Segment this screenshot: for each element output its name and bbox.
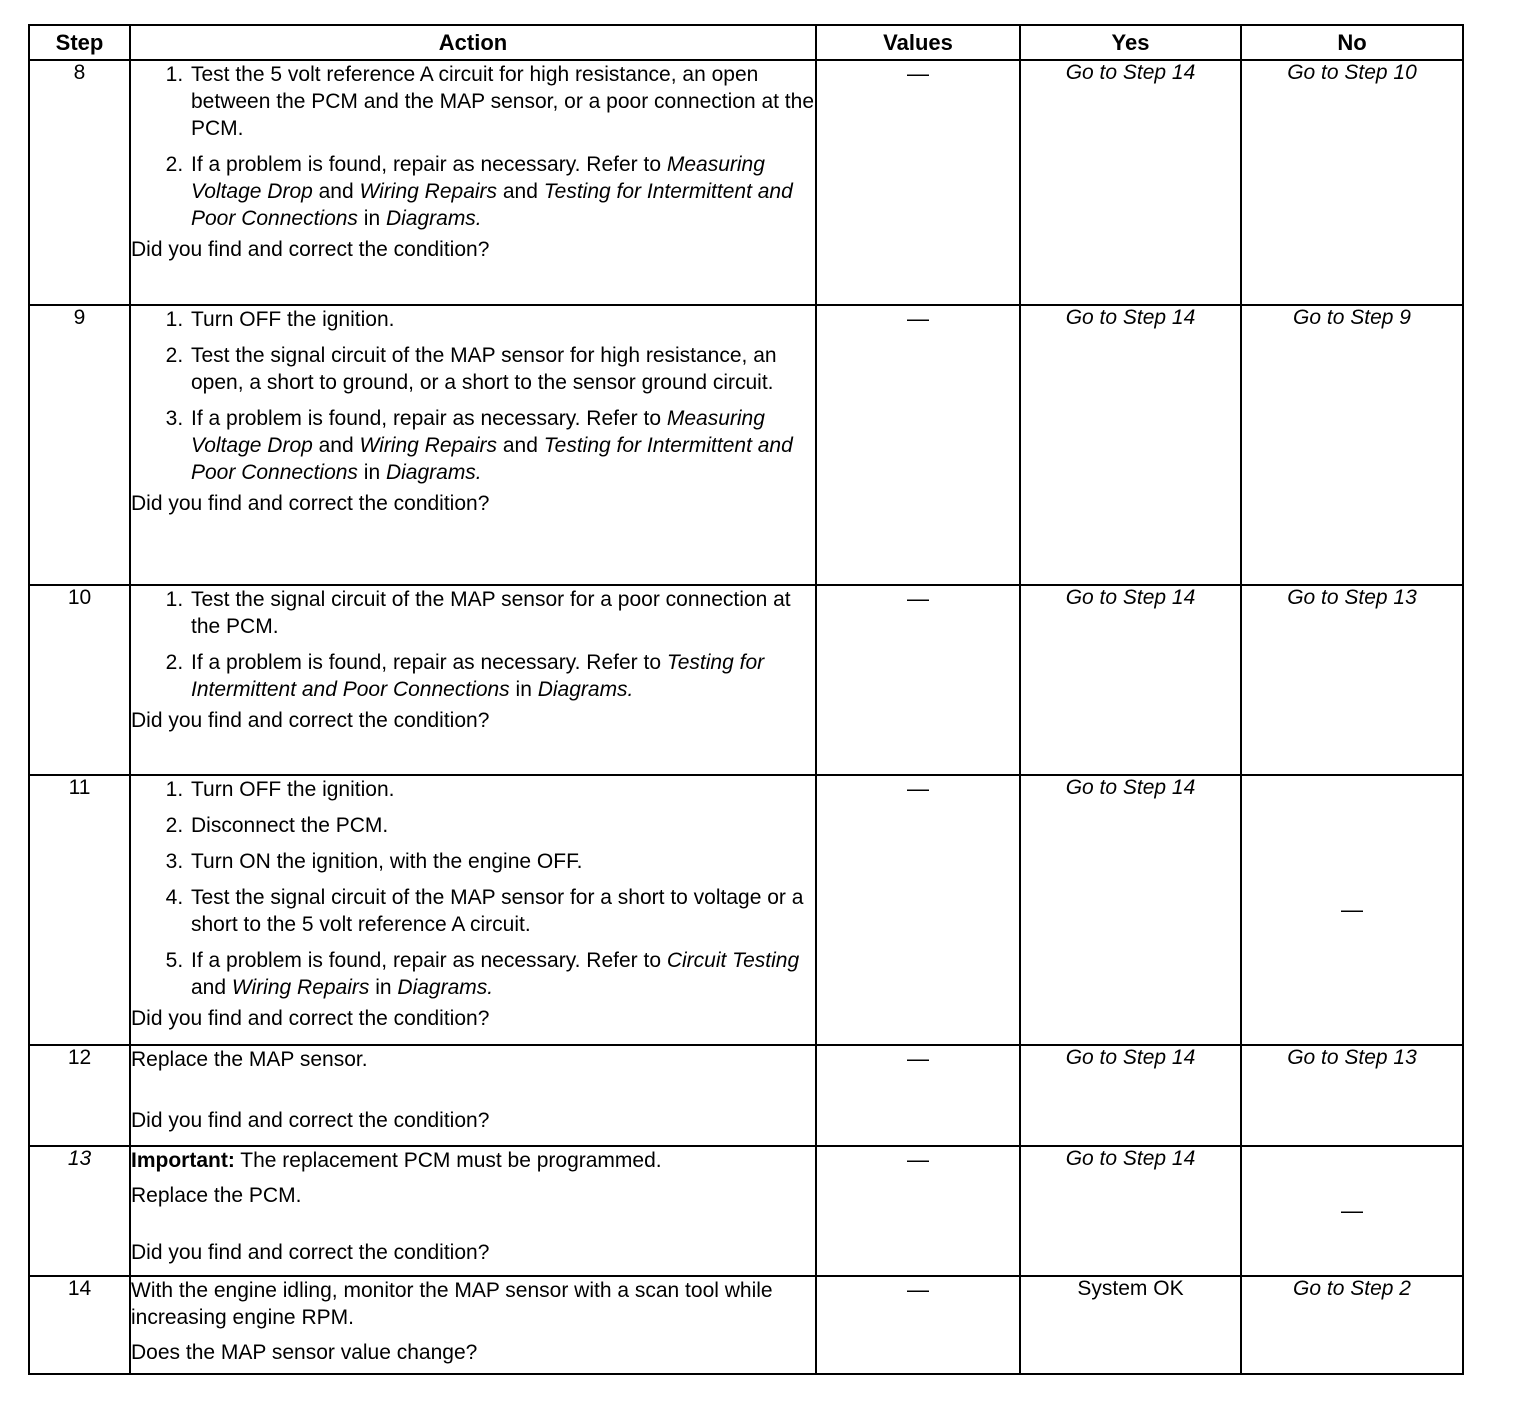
action-question: Did you find and correct the condition? [131,709,490,732]
action-question: Did you find and correct the condition? [131,1109,490,1132]
yes-cell: Go to Step 14 [1020,775,1241,1045]
step-number: 13 [29,1146,130,1276]
values-cell: — [816,585,1020,775]
action-step: 2. Test the signal circuit of the MAP sensor for high resistance, an open, a short to ground, or a short to the sensor ground circuit. [189,342,815,396]
reference-link-text: Measuring Voltage Drop [191,407,765,457]
values-cell: — [816,1146,1020,1276]
action-step: 5. If a problem is found, repair as necessary. Refer to Circuit Testing and Wiring Repairs in Diagrams. [189,947,815,1001]
values-cell: — [816,60,1020,305]
table-row [29,1146,1463,1276]
reference-link-text: Wiring Repairs [359,180,498,203]
no-cell: — [1241,1146,1463,1276]
step-number: 10 [29,585,130,775]
action-cell [130,60,816,305]
yes-cell: System OK [1020,1276,1241,1374]
step-number: 14 [29,1276,130,1374]
values-cell: — [816,1276,1020,1374]
action-steps [131,306,815,486]
action-step: 1. Turn OFF the ignition. [189,306,815,333]
header-step: Step [29,25,130,60]
values-cell: — [816,775,1020,1045]
action-step: 2. Disconnect the PCM. [189,812,815,839]
action-cell [130,585,816,775]
action-question: Did you find and correct the condition? [131,238,490,261]
header-action: Action [130,25,816,60]
no-cell: Go to Step 2 [1241,1276,1463,1374]
action-cell [130,1146,816,1276]
reference-link-text: Wiring Repairs [231,976,370,999]
action-step: 3. Turn ON the ignition, with the engine OFF. [189,848,815,875]
header-values: Values [816,25,1020,60]
reference-link-text: Measuring Voltage Drop [191,153,765,203]
no-cell: Go to Step 13 [1241,585,1463,775]
values-cell: — [816,305,1020,585]
reference-link-text: Diagrams. [385,461,482,484]
table-row [29,585,1463,775]
reference-link-text: Diagrams. [385,207,482,230]
table-row [29,1276,1463,1374]
header-row [29,25,1463,60]
no-cell: Go to Step 10 [1241,60,1463,305]
action-line: Replace the MAP sensor. [131,1048,368,1071]
yes-cell: Go to Step 14 [1020,305,1241,585]
table-row [29,305,1463,585]
step-number: 11 [29,775,130,1045]
values-cell: — [816,1045,1020,1146]
important-note [131,1147,815,1174]
action-step: 1. Turn OFF the ignition. [189,776,815,803]
action-question: Does the MAP sensor value change? [131,1341,478,1364]
action-cell [130,1045,816,1146]
action-steps [131,586,815,703]
important-label: Important: [131,1149,235,1172]
action-question: Did you find and correct the condition? [131,1007,490,1030]
diagnostic-table [28,24,1464,1375]
action-cell [130,1276,816,1374]
step-number: 12 [29,1045,130,1146]
yes-cell: Go to Step 14 [1020,60,1241,305]
reference-link-text: Testing for Intermittent and Poor Connections [191,180,793,230]
yes-cell: Go to Step 14 [1020,1146,1241,1276]
step-number: 9 [29,305,130,585]
reference-link-text: Testing for Intermittent and Poor Connections [191,434,793,484]
reference-link-text: Circuit Testing [666,949,800,972]
no-cell: Go to Step 9 [1241,305,1463,585]
step-number: 8 [29,60,130,305]
action-question: Did you find and correct the condition? [131,1241,490,1264]
action-step: 3. If a problem is found, repair as necessary. Refer to Measuring Voltage Drop and Wiring Repairs and Testing for Intermittent and Poor Connections in Diagrams. [189,405,815,486]
header-no: No [1241,25,1463,60]
yes-cell: Go to Step 14 [1020,585,1241,775]
reference-link-text: Diagrams. [537,678,634,701]
table-row [29,775,1463,1045]
reference-link-text: Diagrams. [397,976,494,999]
no-cell: — [1241,775,1463,1045]
important-text: The replacement PCM must be programmed. [234,1149,662,1172]
action-step: 2. If a problem is found, repair as necessary. Refer to Measuring Voltage Drop and Wiring Repairs and Testing for Intermittent and Poor Connections in Diagrams. [189,151,815,232]
action-line: With the engine idling, monitor the MAP sensor with a scan tool while increasing engine RPM. [131,1279,773,1329]
action-steps [131,61,815,232]
table-row [29,60,1463,305]
reference-link-text: Wiring Repairs [359,434,498,457]
reference-link-text: Testing for Intermittent and Poor Connections [191,651,765,701]
action-cell [130,775,816,1045]
action-step: 1. Test the signal circuit of the MAP sensor for a poor connection at the PCM. [189,586,815,640]
action-step: 4. Test the signal circuit of the MAP sensor for a short to voltage or a short to the 5 volt reference A circuit. [189,884,815,938]
action-line: Replace the PCM. [131,1184,302,1207]
action-steps [131,776,815,1001]
header-yes: Yes [1020,25,1241,60]
yes-cell: Go to Step 14 [1020,1045,1241,1146]
action-step: 1. Test the 5 volt reference A circuit for high resistance, an open between the PCM and the MAP sensor, or a poor connection at the PCM. [189,61,815,142]
no-cell: Go to Step 13 [1241,1045,1463,1146]
table-row [29,1045,1463,1146]
action-question: Did you find and correct the condition? [131,492,490,515]
action-cell [130,305,816,585]
action-step: 2. If a problem is found, repair as necessary. Refer to Testing for Intermittent and Poor Connections in Diagrams. [189,649,815,703]
